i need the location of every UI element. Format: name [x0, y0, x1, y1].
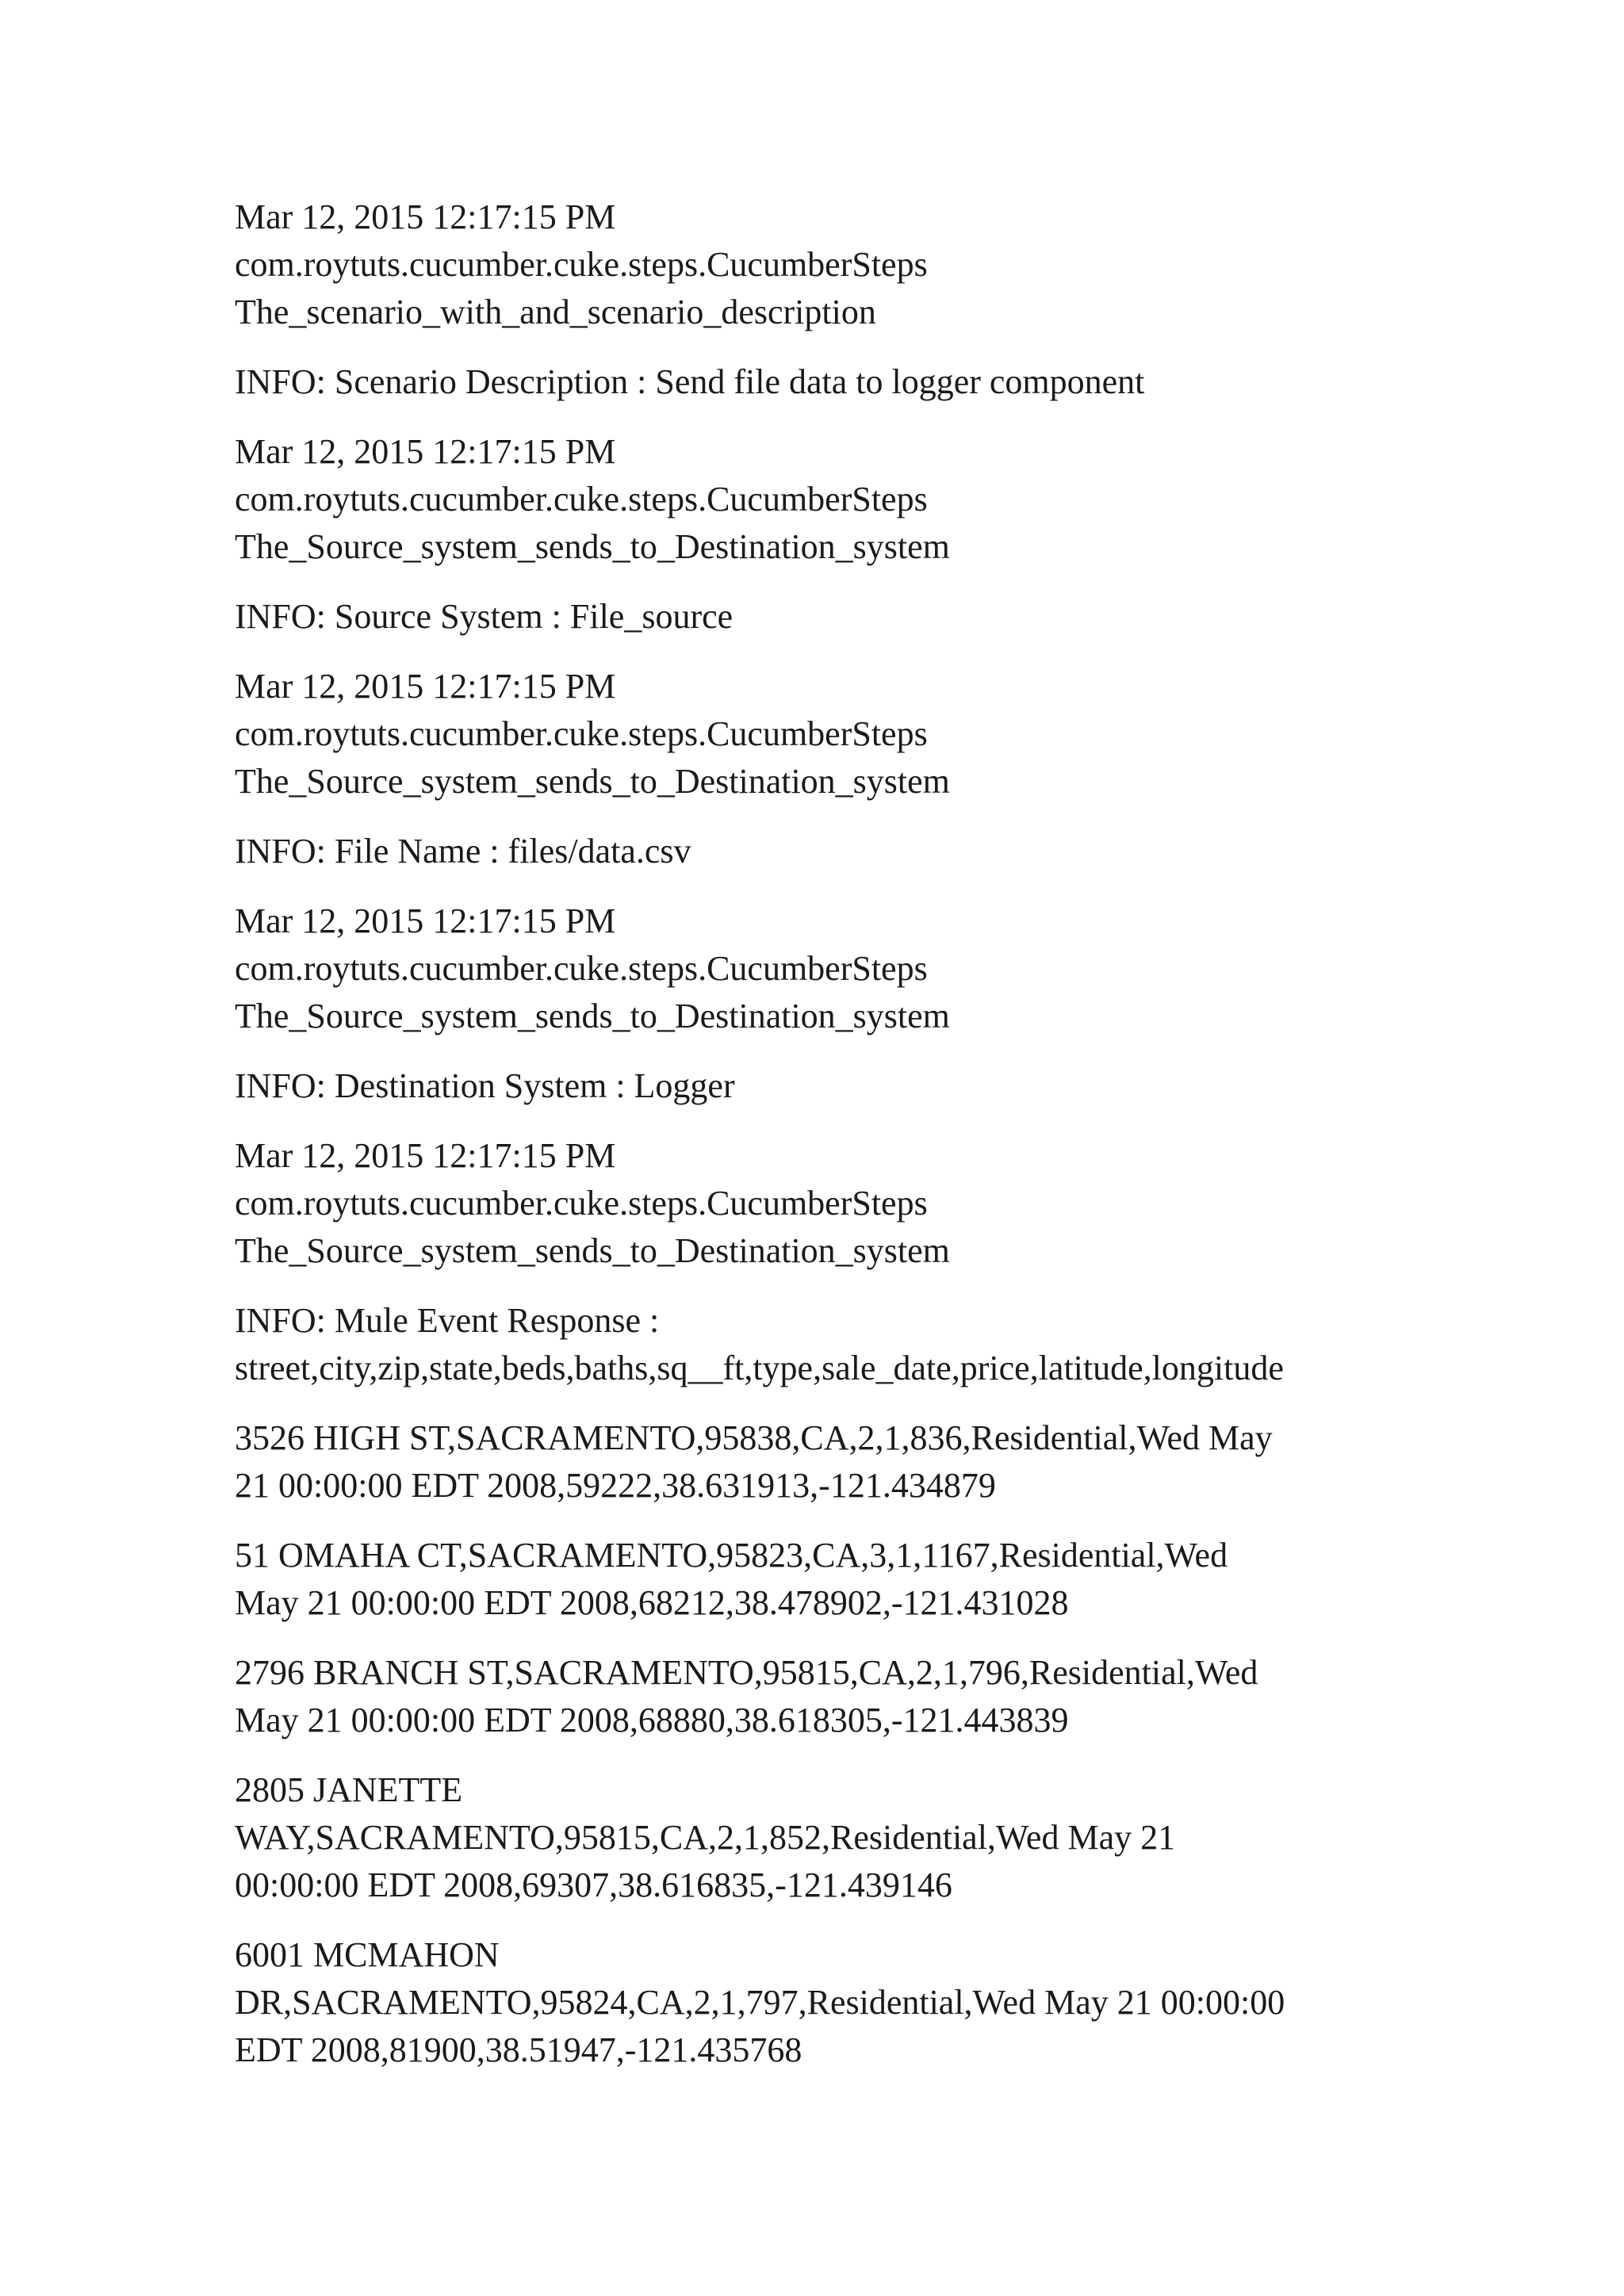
log-info-message: [235, 593, 1424, 641]
info-line: INFO: Mule Event Response :: [235, 1301, 660, 1340]
log-info-message: [235, 1062, 1424, 1110]
log-class-name: com.roytuts.cucumber.cuke.steps.CucumberSteps: [235, 1184, 928, 1223]
log-timestamp: Mar 12, 2015 12:17:15 PM: [235, 667, 616, 706]
log-info-message: [235, 1297, 1424, 1392]
log-entry-header: [235, 1132, 1424, 1275]
log-method-name: The_Source_system_sends_to_Destination_system: [235, 1231, 950, 1270]
log-method-name: The_Source_system_sends_to_Destination_system: [235, 997, 950, 1035]
csv-record-line: 51 OMAHA CT,SACRAMENTO,95823,CA,3,1,1167,Residential,Wed: [235, 1536, 1228, 1575]
csv-record: [235, 1414, 1424, 1510]
info-line: INFO: Source System : File_source: [235, 597, 733, 636]
log-method-name: The_Source_system_sends_to_Destination_system: [235, 762, 950, 801]
csv-record-line: EDT 2008,81900,38.51947,-121.435768: [235, 2030, 802, 2069]
info-line: INFO: Scenario Description : Send file data to logger component: [235, 362, 1145, 401]
log-info-message: [235, 828, 1424, 875]
log-class-name: com.roytuts.cucumber.cuke.steps.CucumberSteps: [235, 245, 928, 284]
log-info-message: [235, 358, 1424, 406]
info-line: INFO: Destination System : Logger: [235, 1066, 735, 1105]
csv-header-line: street,city,zip,state,beds,baths,sq__ft,type,sale_date,price,latitude,longitude: [235, 1349, 1284, 1387]
csv-record: [235, 1766, 1424, 1909]
log-class-name: com.roytuts.cucumber.cuke.steps.CucumberSteps: [235, 480, 928, 519]
csv-record-line: DR,SACRAMENTO,95824,CA,2,1,797,Residential,Wed May 21 00:00:00: [235, 1983, 1285, 2022]
csv-record-line: 21 00:00:00 EDT 2008,59222,38.631913,-121.434879: [235, 1466, 996, 1505]
csv-record-line: 6001 MCMAHON: [235, 1935, 500, 1974]
log-entry-header: [235, 193, 1424, 336]
csv-record-line: 2796 BRANCH ST,SACRAMENTO,95815,CA,2,1,796,Residential,Wed: [235, 1653, 1258, 1692]
log-timestamp: Mar 12, 2015 12:17:15 PM: [235, 1136, 616, 1175]
log-entry-header: [235, 663, 1424, 806]
csv-record-line: 3526 HIGH ST,SACRAMENTO,95838,CA,2,1,836,Residential,Wed May: [235, 1418, 1273, 1457]
log-class-name: com.roytuts.cucumber.cuke.steps.CucumberSteps: [235, 949, 928, 988]
log-class-name: com.roytuts.cucumber.cuke.steps.CucumberSteps: [235, 714, 928, 753]
csv-record-line: May 21 00:00:00 EDT 2008,68212,38.478902,-121.431028: [235, 1583, 1069, 1622]
log-entry-header: [235, 897, 1424, 1040]
csv-record: [235, 1532, 1424, 1627]
csv-record-line: WAY,SACRAMENTO,95815,CA,2,1,852,Residential,Wed May 21: [235, 1818, 1176, 1857]
log-entry-header: [235, 428, 1424, 571]
log-output: [235, 193, 1424, 2096]
info-line: INFO: File Name : files/data.csv: [235, 832, 691, 871]
log-timestamp: Mar 12, 2015 12:17:15 PM: [235, 197, 616, 236]
csv-record: [235, 1649, 1424, 1744]
csv-record-line: May 21 00:00:00 EDT 2008,68880,38.618305,-121.443839: [235, 1701, 1069, 1739]
csv-record: [235, 1931, 1424, 2074]
log-method-name: The_scenario_with_and_scenario_description: [235, 293, 876, 331]
log-timestamp: Mar 12, 2015 12:17:15 PM: [235, 432, 616, 471]
log-timestamp: Mar 12, 2015 12:17:15 PM: [235, 901, 616, 940]
csv-record-line: 00:00:00 EDT 2008,69307,38.616835,-121.439146: [235, 1866, 952, 1904]
csv-record-line: 2805 JANETTE: [235, 1770, 463, 1809]
log-method-name: The_Source_system_sends_to_Destination_system: [235, 527, 950, 566]
